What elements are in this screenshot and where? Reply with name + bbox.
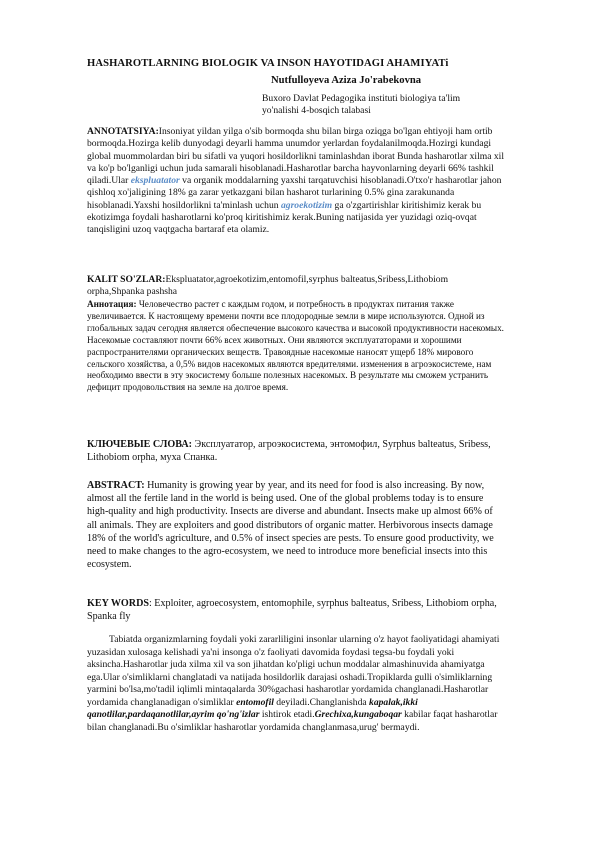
ru-abstract <box>87 299 505 394</box>
ru-abstract-label: Аннотация: <box>87 299 137 309</box>
en-keywords-text: : Exploiter, agroecosystem, entomophile, syrphus balteatus, Sribess, Lithobiom orpha, Spanka fly <box>87 598 497 623</box>
uz-keywords-label: KALIT SO'ZLAR: <box>87 274 166 285</box>
en-abstract <box>87 479 505 571</box>
uz-keywords <box>87 274 505 299</box>
ru-keywords-label: КЛЮЧЕВЫЕ СЛОВА: <box>87 439 193 450</box>
uz-abstract-term-1: ekspluatator <box>130 175 180 187</box>
en-keywords-label: KEY WORDS <box>87 598 149 609</box>
ru-keywords <box>87 438 505 464</box>
uz-abstract-text-3: ga o'zgartirishlar kiritishimiz kerak bu ekotizimga foydali hasharotlarni ko'proq kiritishimiz kerak.Buning natijasida yer yuzidagi oziq-ovqat tanqisligini uzoq vaqtgacha bartaraf eta olamiz. <box>87 199 482 236</box>
body-text-1: Tabiatda organizmlarning foydali yoki zararliligini insonlar ularning o'z hayot faoliyatidagi ahamiyati yuzasidan xulosaga kelishadi ya'ni insonga o'z faoliyati davomida foydasi tegsa-bu foydali yoki aksincha.Hasharotlar juda xilma xil va son jihatdan ko'pligi uchun moddalar almashinuvida ahamiyatga ega.Ular o'simliklarni changlatadi va natijada hosildorlik darajasi oshadi.Tropiklarda gulli o'simliklarning yarmini bo'lsa,mo'tadil iqlimli mintaqalarda 30%gachasi hasharotlar yordamida changlanadi.Hasharotlar yordamida changlanadigan o'simliklar <box>87 634 500 708</box>
en-abstract-text: Humanity is growing year by year, and its need for food is also increasing. By now, almost all the fertile land in the world is being used. One of the global problems today is to ensure high-quality and high productivity. Insects are diverse and abundant. Insects make up almost 66% of all animals. They are exploiters and good distributors of organic matter. Herbivorous insects damage 18% of the world's agriculture, and 0.5% of insect species are pests. To ensure good productivity, we need to make changes to the agro-ecosystem, we need to introduce more beneficial insects into this ecosystem. <box>87 480 494 571</box>
author-name: Nutfulloyeva Aziza Jo'rabekovna <box>271 75 422 86</box>
uz-abstract <box>87 126 505 237</box>
body-text-3: ishtirok etadi. <box>259 709 315 720</box>
en-abstract-label: ABSTRACT: <box>87 480 145 491</box>
paper-title: HASHAROTLARNING BIOLOGIK VA INSON HAYOTIDAGI AHAMIYATi <box>87 58 449 69</box>
uz-abstract-term-2: agroekotizim <box>280 199 333 211</box>
uz-abstract-label: ANNOTATSIYA: <box>87 126 159 137</box>
body-term-2: kapalak,ikki qanotlilar,pardaqanotlilar,ayrim qo'ng'izlar <box>87 696 418 720</box>
affiliation-line-2: yo'nalishi 4-bosqich talabasi <box>262 105 371 117</box>
uz-abstract-text-1: Insoniyat yildan yilga o'sib bormoqda shu bilan birga oziqga bo'lgan ehtiyoji ham ortib bormoqda.Hozirga kelib dunyodagi deyarli hamma unumdor yerlardan foydalanilmoqda.Hozirgi kundagi global muommolardan biri bu sifatli va yuqori hosildorlikni taminlashdan iborat Bunda hasharotlar xilma xil va ko'p bo'lganligi uchun juda samarali hisoblanadi.Hasharotlar barcha hayvonlarning deyarli 66% tashkil qiladi.Ular <box>87 126 504 187</box>
body-text-4: kabilar faqat hasharotlar bilan changlanadi.Bu o'simliklar hasharotlar yordamida changlanmasa,urug' bermaydi. <box>87 709 498 733</box>
body-term-1: entomofil <box>236 696 274 708</box>
uz-keywords-text: Ekspluatator,agroekotizim,entomofil,syrphus balteatus,Sribess,Lithobiom orpha,Shpanka pashsha <box>87 274 449 298</box>
ru-abstract-text: Человечество растет с каждым годом, и потребность в продуктах питания также увеличивается. К настоящему времени почти все плодородные земли в мире используются. Одной из глобальных задач сегодня является обеспечение высокого качества и высокой продуктивности насекомых. Насекомые составляют почти 66% всех животных. Они являются эксплуататорами и хорошими распространителями органических веществ. Травоядные насекомые наносят ущерб 18% мирового сельского хозяйства, а 0,5% видов насекомых являются вредителями. изменения в агроэкосистеме, нам необходимо ввести в эту экосистему больше полезных насекомых. В результате мы сможем устранить дефицит продовольствия на земле на долгое время. <box>87 299 504 393</box>
body-text-2: deyiladi.Changlanishda <box>273 696 370 708</box>
en-keywords <box>87 597 505 623</box>
author-affiliation <box>262 93 460 118</box>
ru-keywords-text: Эксплуататор, агроэкосистема, энтомофил, Syrphus balteatus, Sribess, Lithobiom orpha, муха Спанка. <box>87 439 491 464</box>
uz-abstract-text-2: va organik moddalarning yaxshi tarqatuvchisi hisoblanadi.O'txo'r hasharotlar jahon qishloq xo'jaligining 18% ga zarar yetkazgani bilan hasharot turlarining 0.5% gina zarakunanda hisoblanadi.Yaxshi hosildorlikni ta'minlash uchun <box>87 175 502 211</box>
body-term-3: Grechixa,kungaboqar <box>314 709 402 720</box>
affiliation-line-1: Buxoro Davlat Pedagogika instituti biologiya ta'lim <box>262 93 461 104</box>
body-paragraph <box>87 634 505 734</box>
